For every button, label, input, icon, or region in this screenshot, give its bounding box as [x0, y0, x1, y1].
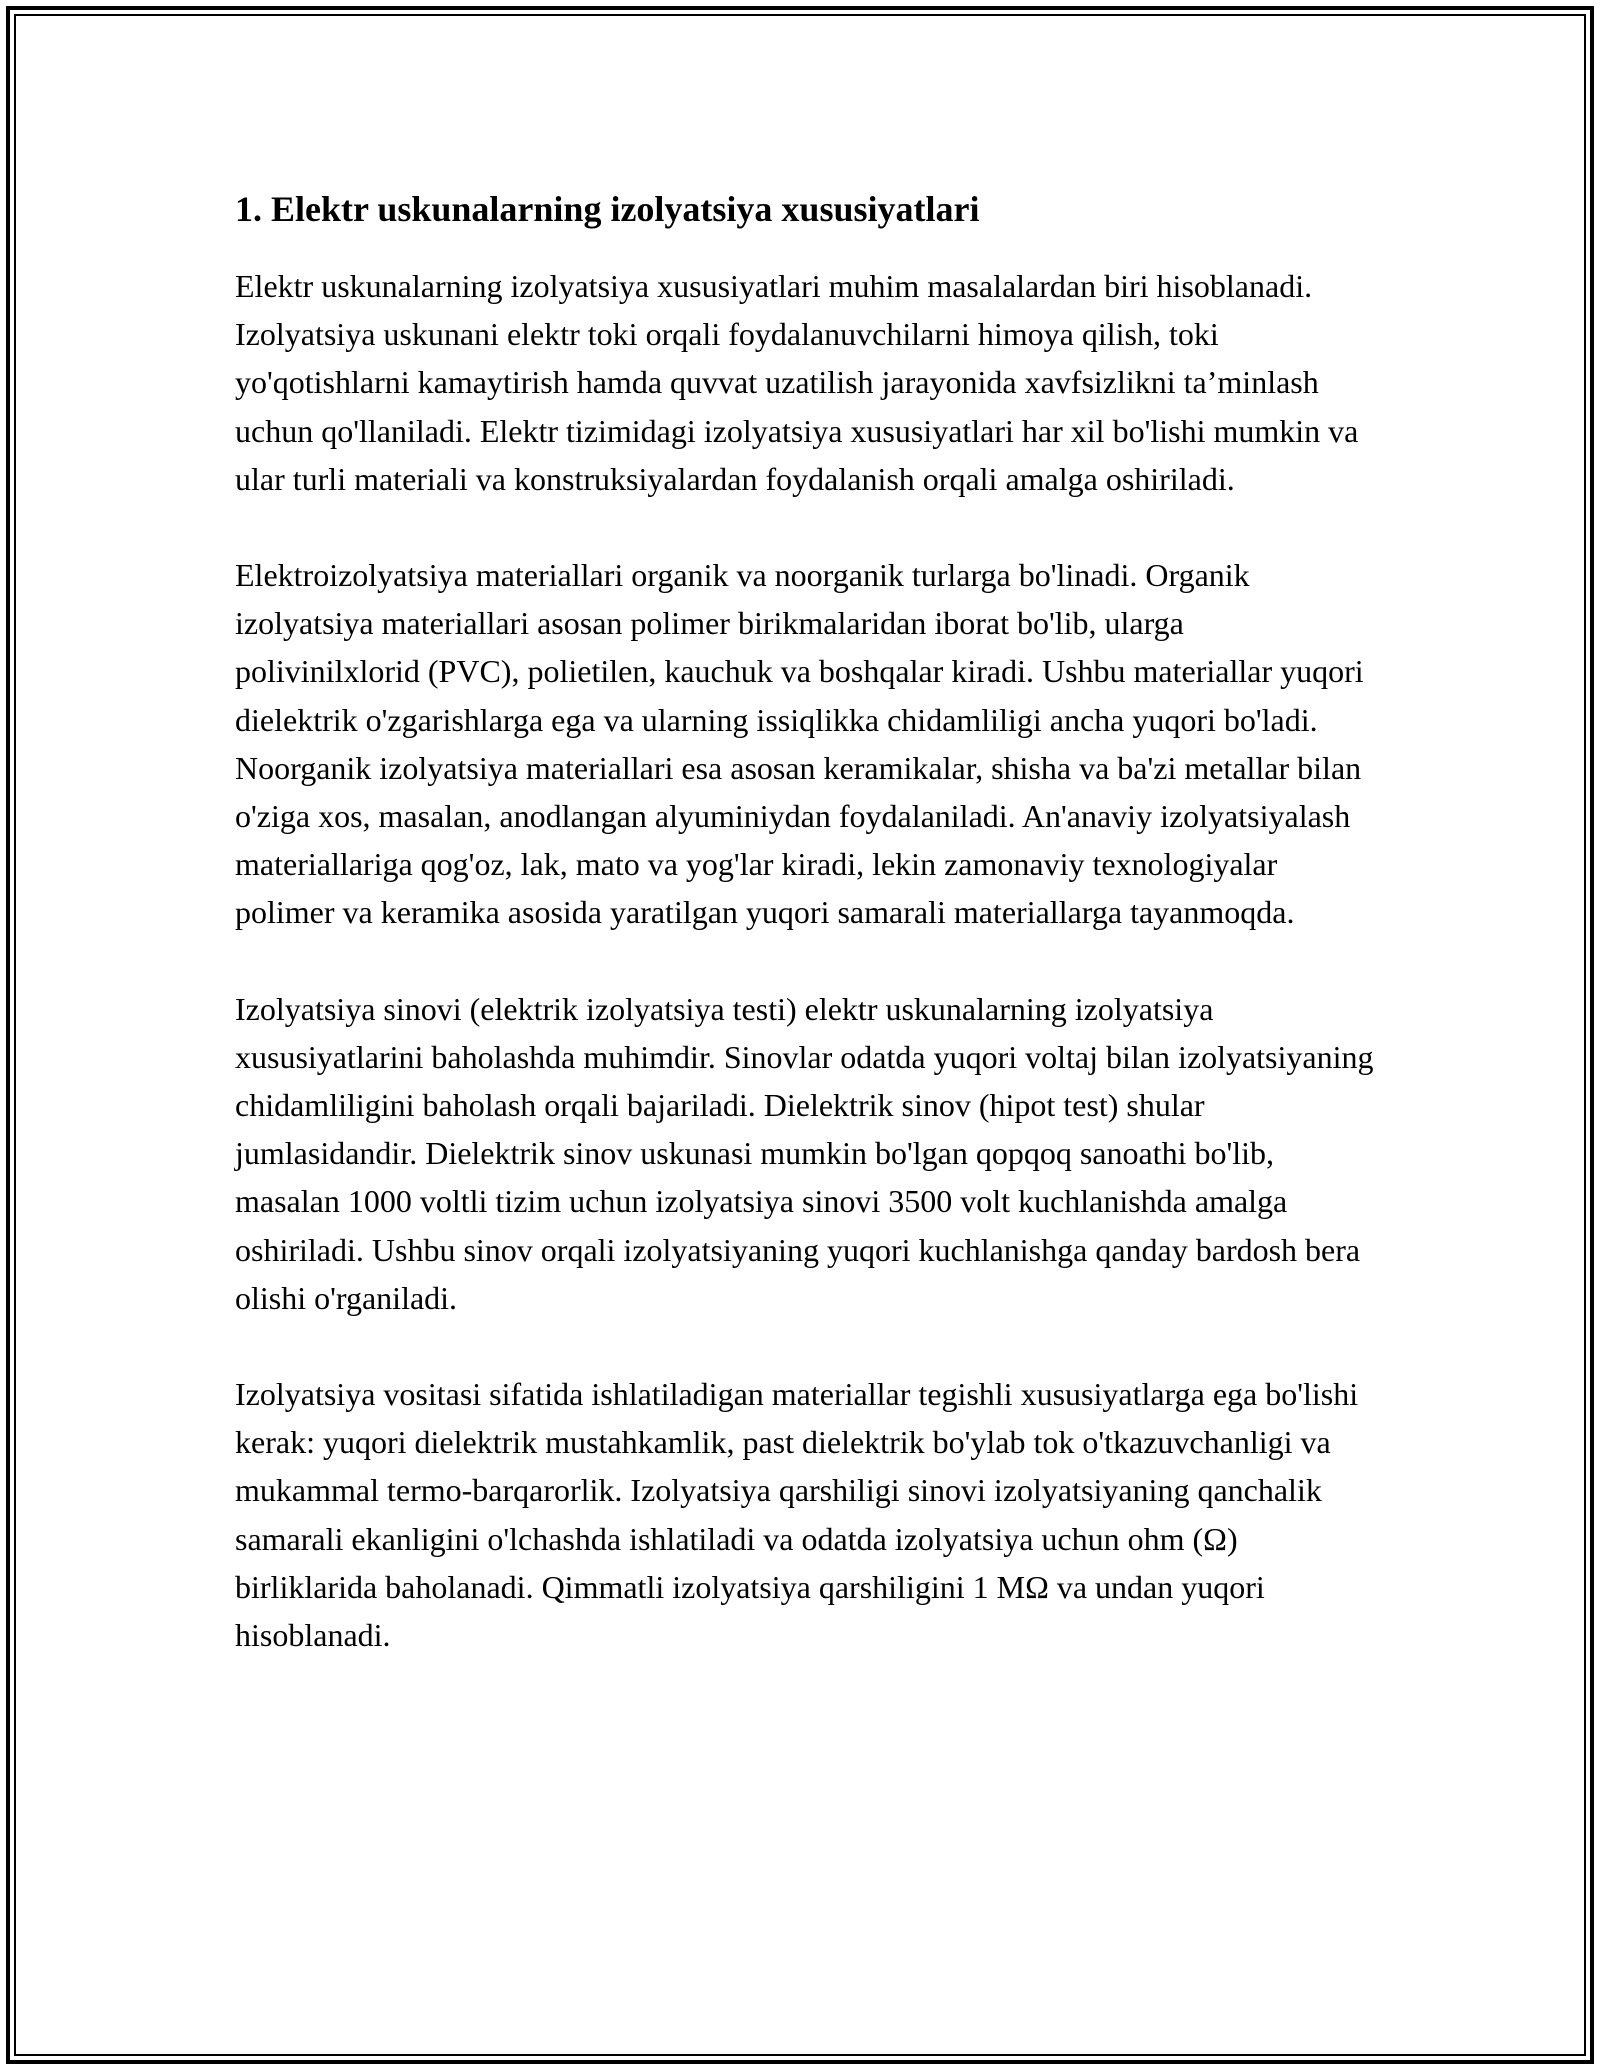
paragraph-4: Izolyatsiya vositasi sifatida ishlatiladigan materiallar tegishli xususiyatlarga ega bo'lishi kerak: yuqori dielektrik mustahkamlik, past dielektrik bo'ylab tok o'tkazuvchanligi va mukammal termo-barqarorlik. Izolyatsiya qarshiligi sinovi izolyatsiyaning qanchalik samarali ekanligini o'lchashda ishlatiladi va odatda izolyatsiya uchun ohm (Ω) birliklarida baholanadi. Qimmatli izolyatsiya qarshiligini 1 MΩ va undan yuqori hisoblanadi. — [235, 1376, 1359, 1654]
document-body — [235, 186, 1375, 1707]
paragraph-2: Elektroizolyatsiya materiallari organik va noorganik turlarga bo'linadi. Organik izolyatsiya materiallari asosan polimer birikmalaridan iborat bo'lib, ularga polivinilxlorid (PVC), polietilen, kauchuk va boshqalar kiradi. Ushbu materiallar yuqori dielektrik o'zgarishlarga ega va ularning issiqlikka chidamliligi ancha yuqori bo'ladi. Noorganik izolyatsiya materiallari esa asosan keramikalar, shisha va ba'zi metallar bilan o'ziga xos, masalan, anodlangan alyuminiydan foydalaniladi. An'anaviy izolyatsiyalash materiallariga qog'oz, lak, mato va yog'lar kiradi, lekin zamonaviy texnologiyalar polimer va keramika asosida yaratilgan yuqori samarali materiallarga tayanmoqda. — [235, 557, 1364, 931]
paragraph-1: Elektr uskunalarning izolyatsiya xususiyatlari muhim masalalardan biri hisoblanadi. Izolyatsiya uskunani elektr toki orqali foydalanuvchilarni himoya qilish, toki yo'qotishlarni kamaytirish hamda quvvat uzatilish jarayonida xavfsizlikni ta’minlash uchun qo'llaniladi. Elektr tizimidagi izolyatsiya xususiyatlari har xil bo'lishi mumkin va ular turli materiali va konstruksiyalardan foydalanish orqali amalga oshiriladi. — [235, 268, 1359, 497]
paragraph-3: Izolyatsiya sinovi (elektrik izolyatsiya testi) elektr uskunalarning izolyatsiya xususiyatlarini baholashda muhimdir. Sinovlar odatda yuqori voltaj bilan izolyatsiyaning chidamliligini baholash orqali bajariladi. Dielektrik sinov (hipot test) shular jumlasidandir. Dielektrik sinov uskunasi mumkin bo'lgan qopqoq sanoathi bo'lib, masalan 1000 voltli tizim uchun izolyatsiya sinovi 3500 volt kuchlanishda amalga oshiriladi. Ushbu sinov orqali izolyatsiyaning yuqori kuchlanishga qanday bardosh bera olishi o'rganiladi. — [235, 990, 1374, 1316]
section-title: 1. Elektr uskunalarning izolyatsiya xususiyatlari — [235, 189, 980, 229]
